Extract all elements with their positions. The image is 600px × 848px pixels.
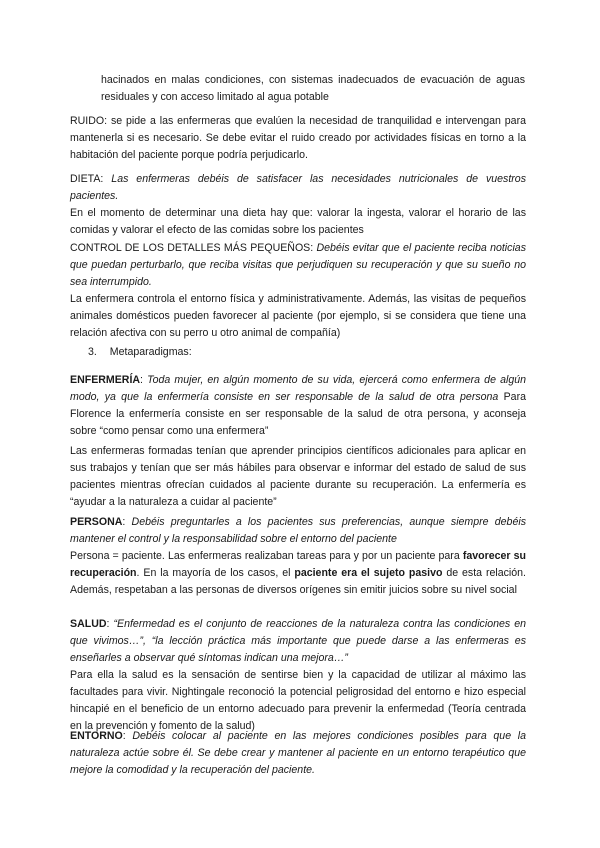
dieta-label: DIETA: [70, 173, 104, 185]
persona-body-text-2: . En la mayoría de los casos, el [136, 567, 295, 579]
persona-body-text-1: Persona = paciente. Las enfermeras realizaban tareas para y por un paciente para [70, 550, 463, 562]
control-body: La enfermera controla el entorno física y administrativamente. Además, las visitas de pequeños animales domésticos pueden favorecer al paciente (por ejemplo, si se considera que tiene una relación afectiva con su perro u otro animal de compañía) [70, 293, 526, 339]
salud-label: SALUD [70, 618, 107, 630]
persona-section: PERSONA: Debéis preguntarles a los pacientes sus preferencias, aunque siempre debéis mantener el control y la responsabilidad sobre el entorno del paciente Persona = paciente. Las enfermeras realizaban tareas para y por un paciente para favorecer su recuperación. En la mayoría de los casos, el paciente era el sujeto pasivo de esta relación. Además, respetaban a las personas de diversos orígenes sin emitir juicios sobre su nivel social [70, 514, 526, 599]
continuation-paragraph: hacinados en malas condiciones, con sistemas inadecuados de evacuación de aguas residuales y con acceso limitado al agua potable [101, 74, 525, 103]
entorno-section: ENTORNO: Debéis colocar al paciente en las mejores condiciones posibles para que la naturaleza actúe sobre él. Se debe crear y mantener al paciente en un entorno terapéutico que mejore la comodidad y la recuperación del paciente. [70, 730, 526, 776]
salud-body: Para ella la salud es la sensación de sentirse bien y la capacidad de utilizar al máximo las facultades para vivir. Nightingale reconoció la potencial peligrosidad del entorno e hizo especial hincapié en el beneficio de un entorno adecuado para prevenir la enfermedad (Teoría centrada en la prevención y fomento de la salud) [70, 669, 526, 732]
persona-body-text-3: de esta relación. Además, respetaban a las personas de diversos orígenes sin emitir juicios sobre su nivel social [70, 567, 526, 596]
persona-quote: Debéis preguntarles a los pacientes sus preferencias, aunque siempre debéis mantener el control y la responsabilidad sobre el entorno del paciente [70, 516, 526, 545]
enfermeria-section: ENFERMERÍA: Toda mujer, en algún momento de su vida, ejercerá como enfermera de algún modo, ya que la enfermería consiste en ser responsable de la salud de otra persona Para Florence la enfermería consiste en ser responsable de la salud de otra persona, y aconseja sobre “como pensar como una enfermera” [70, 374, 527, 437]
persona-bold-2: paciente era el sujeto pasivo [294, 567, 443, 579]
enfermeria-paragraph-2: Las enfermeras formadas tenían que aprender principios científicos adicionales para aplicar en sus trabajos y tenían que ser más hábiles para observar e informar del estado de salud de sus pacientes mientras ofrecían cuidados al paciente durante su recuperación. La enfermería es “ayudar a la naturaleza a cuidar al paciente” [70, 445, 526, 508]
dieta-quote: Las enfermeras debéis de satisfacer las necesidades nutricionales de vuestros pacientes. [70, 173, 526, 202]
list-number: 3. [88, 346, 97, 358]
entorno-label: ENTORNO [70, 730, 123, 742]
ruido-paragraph: RUIDO: se pide a las enfermeras que evalúen la necesidad de tranquilidad e intervengan para mantenerla si es necesario. Se debe evitar el ruido creado por actividades físicas en torno a la habitación del paciente porque podría perjudicarlo. [70, 115, 526, 161]
salud-section: SALUD: “Enfermedad es el conjunto de reacciones de la naturaleza contra las condiciones en que vivimos…”, “la lección práctica más importante que puede darse a las enfermeras es enseñarles a observar qué síntomas indican una mejora…” Para ella la salud es la sensación de sentirse bien y la capacidad de utilizar al máximo las facultades para vivir. Nightingale reconoció la potencial peligrosidad del entorno e hizo especial hincapié en el beneficio de un entorno adecuado para prevenir la enfermedad (Teoría centrada en la prevención y fomento de la salud) [70, 616, 526, 735]
dieta-body: En el momento de determinar una dieta hay que: valorar la ingesta, valorar el horario de las comidas y valorar el efecto de las comidas sobre los pacientes [70, 207, 526, 236]
control-quote: Debéis evitar que el paciente reciba noticias que puedan perturbarlo, que reciba visitas que perjudiquen su recuperación y que su sueño no sea interrumpido. [70, 242, 526, 288]
persona-body [70, 548, 526, 599]
list-item-metaparadigmas [88, 344, 544, 361]
list-label: Metaparadigmas: [109, 346, 192, 358]
entorno-quote: Debéis colocar al paciente en las mejores condiciones posibles para que la naturaleza actúe sobre él. Se debe crear y mantener al paciente en un entorno terapéutico que mejore la comodidad y la recuperación del paciente. [70, 730, 526, 776]
dieta-section [70, 171, 526, 239]
enfermeria-quote: Toda mujer, en algún momento de su vida, ejercerá como enfermera de algún modo, ya que la enfermería consiste en ser responsable de la salud de otra persona [70, 374, 527, 403]
persona-label: PERSONA [70, 516, 123, 528]
control-label: CONTROL DE LOS DETALLES MÁS PEQUEÑOS: [70, 242, 314, 254]
salud-quote: “Enfermedad es el conjunto de reacciones de la naturaleza contra las condiciones en que vivimos…”, “la lección práctica más importante que puede darse a las enfermeras es enseñarles a observar qué síntomas indican una mejora…” [70, 618, 527, 664]
control-section [70, 240, 526, 342]
enfermeria-body: Para Florence la enfermería consiste en ser responsable de la salud de otra persona, y aconseja sobre “como pensar como una enfermera” [70, 391, 526, 437]
enfermeria-label: ENFERMERÍA [70, 374, 141, 386]
persona-bold-1: favorecer su recuperación [70, 550, 526, 579]
